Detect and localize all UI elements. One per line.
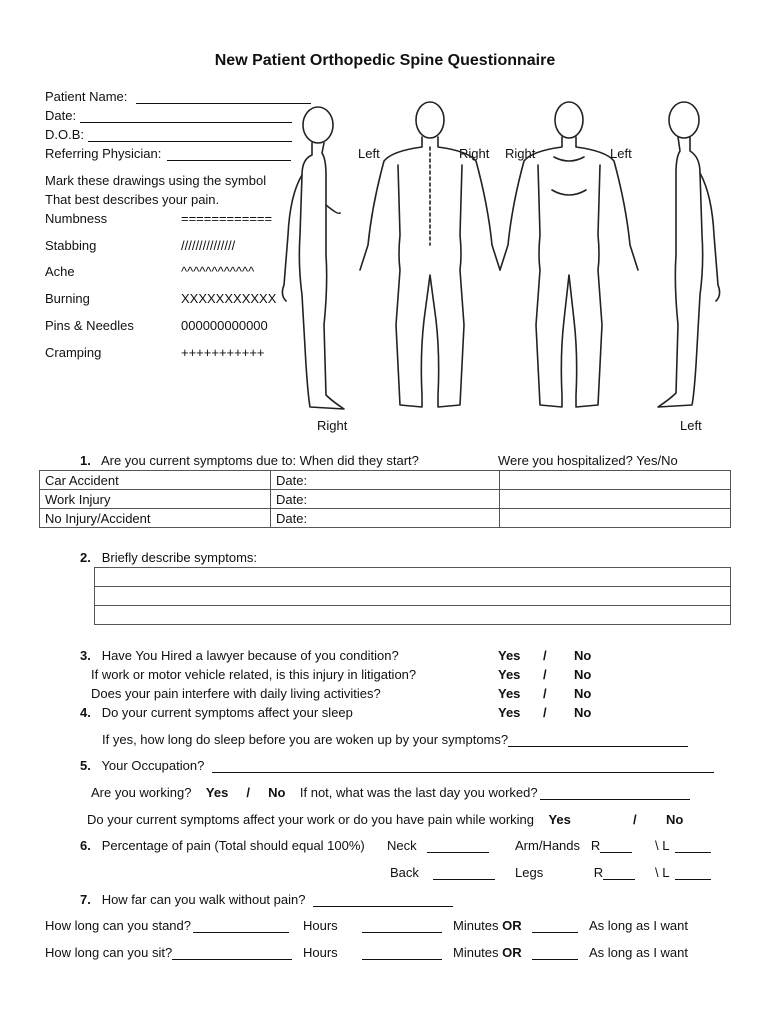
q1-cause-cell[interactable]: No Injury/Accident <box>40 509 271 528</box>
q1-date-cell[interactable]: Date: <box>271 509 500 528</box>
dob-label: D.O.B: <box>45 127 85 142</box>
figure-label-left-1: Left <box>358 146 380 161</box>
q6-arm-left[interactable]: \ L <box>655 838 711 853</box>
q7-stand[interactable]: How long can you stand? <box>45 918 289 933</box>
q1-text: 1. Are you current symptoms due to: When did they start? <box>80 453 419 468</box>
table-row <box>40 471 731 490</box>
yes-option[interactable]: Yes <box>498 648 521 663</box>
table-row <box>95 587 731 606</box>
slash-separator: / <box>543 648 547 663</box>
q7-sit-minutes[interactable]: Minutes OR <box>453 945 578 960</box>
q1-cause-cell[interactable]: Car Accident <box>40 471 271 490</box>
q6-legs[interactable]: Legs R <box>515 865 635 880</box>
body-back-view-figure[interactable] <box>360 102 500 407</box>
q5-working[interactable]: Are you working? Yes / No If not, what was the last day you worked? <box>91 785 690 800</box>
symbol-label-cramping: Cramping <box>45 345 102 360</box>
patient-name-label: Patient Name: <box>45 89 128 104</box>
q6-legs-left[interactable]: \ L <box>655 865 711 880</box>
body-diagram[interactable] <box>272 95 732 415</box>
symptom-line[interactable] <box>95 606 731 625</box>
symptom-line[interactable] <box>95 568 731 587</box>
q7-stand-as-long[interactable]: As long as I want <box>589 918 688 933</box>
figure-label-bottom-left: Left <box>680 418 702 433</box>
symbol-ache: ^^^^^^^^^^^^ <box>181 264 255 279</box>
q6-neck[interactable]: Neck <box>387 838 489 853</box>
q1-hospitalized: Were you hospitalized? Yes/No <box>498 453 678 468</box>
q7-sit[interactable]: How long can you sit? <box>45 945 292 960</box>
body-front-view-figure[interactable] <box>500 102 638 407</box>
symbol-label-stabbing: Stabbing <box>45 238 97 253</box>
table-row <box>95 606 731 625</box>
instructions-line2: That best describes your pain. <box>45 192 220 207</box>
slash-separator: / <box>633 812 637 827</box>
no-option[interactable]: No <box>574 648 592 663</box>
q3-item-3: Does your pain interfere with daily living activities? <box>91 686 381 701</box>
slash-separator: / <box>543 705 547 720</box>
symbol-pins-needles: 000000000000 <box>181 318 268 333</box>
symbol-label-pins-needles: Pins & Needles <box>45 318 134 333</box>
q1-hosp-cell[interactable] <box>500 490 731 509</box>
q4-followup[interactable]: If yes, how long do sleep before you are woken up by your symptoms? <box>102 732 688 747</box>
figure-label-right-2: Right <box>505 146 536 161</box>
no-option[interactable]: No <box>574 667 592 682</box>
q1-date-cell[interactable]: Date: <box>271 471 500 490</box>
dob-field[interactable] <box>45 127 292 142</box>
figure-label-bottom-right: Right <box>317 418 348 433</box>
symbol-label-ache: Ache <box>45 264 75 279</box>
symbol-numbness: ============ <box>181 211 273 226</box>
symbol-stabbing: /////////////// <box>181 238 236 253</box>
symbol-label-numbness: Numbness <box>45 211 108 226</box>
q7-walk[interactable]: 7. How far can you walk without pain? <box>80 892 453 907</box>
symbol-label-burning: Burning <box>45 291 90 306</box>
date-label: Date: <box>45 108 77 123</box>
referring-physician-label: Referring Physician: <box>45 146 162 161</box>
date-field[interactable] <box>45 108 292 123</box>
yes-option[interactable]: Yes <box>498 686 521 701</box>
q4-text: 4. Do your current symptoms affect your sleep <box>80 705 353 720</box>
symptom-line[interactable] <box>95 587 731 606</box>
no-option[interactable]: No <box>666 812 684 827</box>
q7-sit-as-long[interactable]: As long as I want <box>589 945 688 960</box>
q6-arm[interactable]: Arm/Hands R <box>515 838 632 853</box>
q6-text: 6. Percentage of pain (Total should equal 100%) <box>80 838 365 853</box>
body-side-view-right-figure[interactable] <box>282 107 344 409</box>
q3-item-1: 3. Have You Hired a lawyer because of you condition? <box>80 648 399 663</box>
referring-physician-field[interactable] <box>45 146 291 161</box>
q7-stand-hours[interactable]: Hours <box>303 918 442 933</box>
page-title: New Patient Orthopedic Spine Questionnaire <box>214 52 556 69</box>
q5-affect-work[interactable]: Do your current symptoms affect your work or do you have pain while working Yes <box>87 812 571 827</box>
no-option[interactable]: No <box>574 686 592 701</box>
q5-occupation[interactable]: 5. Your Occupation? <box>80 758 714 773</box>
instructions-line1: Mark these drawings using the symbol <box>45 173 267 188</box>
q1-hosp-cell[interactable] <box>500 509 731 528</box>
q1-table <box>39 470 731 528</box>
symbol-cramping: +++++++++++ <box>181 345 265 360</box>
yes-option[interactable]: Yes <box>498 667 521 682</box>
table-row <box>40 509 731 528</box>
table-row <box>95 568 731 587</box>
table-row <box>40 490 731 509</box>
figure-label-left-2: Left <box>610 146 632 161</box>
q7-sit-hours[interactable]: Hours <box>303 945 442 960</box>
slash-separator: / <box>543 667 547 682</box>
q1-hosp-cell[interactable] <box>500 471 731 490</box>
q2-text: 2. Briefly describe symptoms: <box>80 550 258 565</box>
no-option[interactable]: No <box>574 705 592 720</box>
q6-back[interactable]: Back <box>390 865 495 880</box>
q1-cause-cell[interactable]: Work Injury <box>40 490 271 509</box>
q3-item-2: If work or motor vehicle related, is this injury in litigation? <box>91 667 417 682</box>
q7-stand-minutes[interactable]: Minutes OR <box>453 918 578 933</box>
q1-date-cell[interactable]: Date: <box>271 490 500 509</box>
q2-symptoms-table <box>94 567 731 625</box>
figure-label-right-1: Right <box>459 146 490 161</box>
slash-separator: / <box>543 686 547 701</box>
body-side-view-left-figure[interactable] <box>658 102 720 407</box>
yes-option[interactable]: Yes <box>498 705 521 720</box>
symbol-burning: XXXXXXXXXXX <box>181 291 277 306</box>
